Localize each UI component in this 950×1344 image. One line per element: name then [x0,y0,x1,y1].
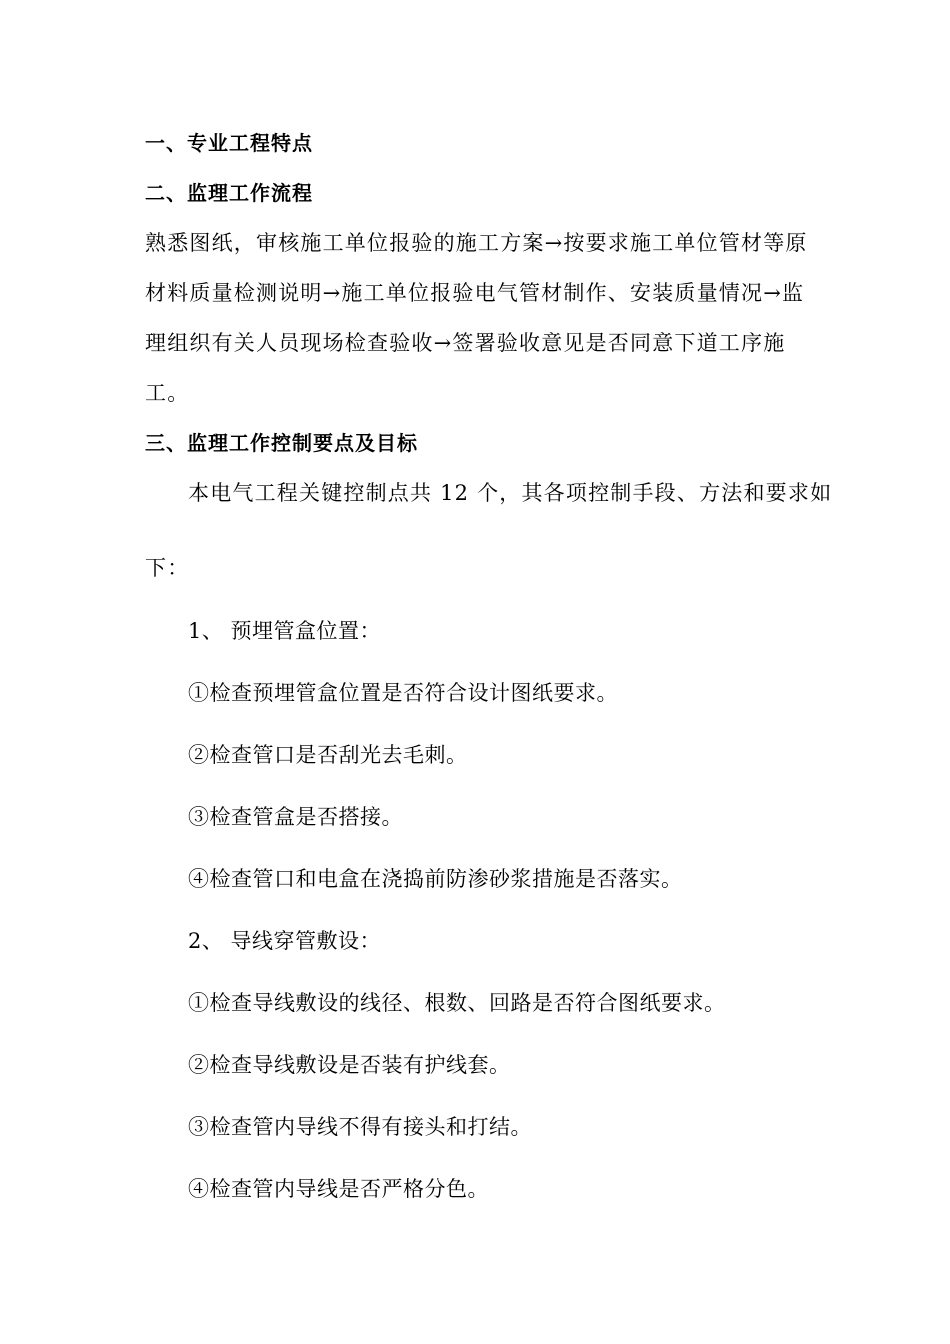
check-item: ③检查管内导线不得有接头和打结。 [188,1115,532,1139]
section-2-heading: 二、监理工作流程 [145,181,313,205]
section-2-paragraph-line: 熟悉图纸，审核施工单位报验的施工方案→按要求施工单位管材等原 [145,231,808,255]
check-item: ②检查导线敷设是否装有护线套。 [188,1053,511,1077]
section-2-paragraph-line: 工。 [145,381,190,405]
check-item: ②检查管口是否刮光去毛刺。 [188,743,468,767]
section-3-intro-line: 下： [145,556,190,580]
check-item: ①检查导线敷设的线径、根数、回路是否符合图纸要求。 [188,991,726,1015]
section-1-heading: 一、专业工程特点 [145,131,313,155]
check-item: ③检查管盒是否搭接。 [188,805,403,829]
check-item: ④检查管内导线是否严格分色。 [188,1177,489,1201]
section-3-heading: 三、监理工作控制要点及目标 [145,431,418,455]
check-item: ①检查预埋管盒位置是否符合设计图纸要求。 [188,681,618,705]
item-title: 2、 导线穿管敷设： [188,929,382,953]
item-title: 1、 预埋管盒位置： [188,619,382,643]
section-2-paragraph-line: 材料质量检测说明→施工单位报验电气管材制作、安装质量情况→监 [145,281,805,305]
section-3-intro-line: 本电气工程关键控制点共 12 个，其各项控制手段、方法和要求如 [188,481,833,505]
check-item: ④检查管口和电盒在浇捣前防渗砂浆措施是否落实。 [188,867,683,891]
section-2-paragraph-line: 理组织有关人员现场检查验收→签署验收意见是否同意下道工序施 [145,331,786,355]
